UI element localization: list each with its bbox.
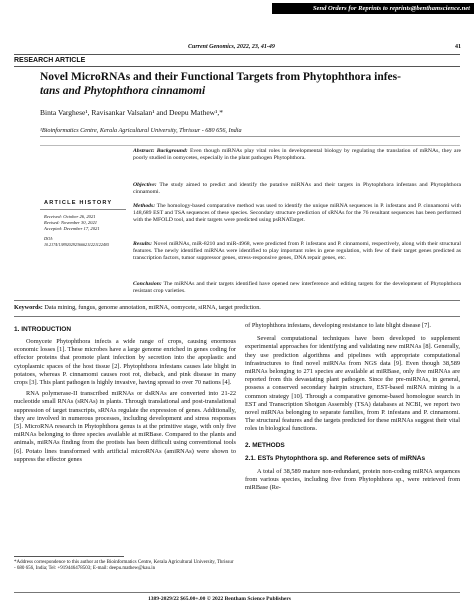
keywords — [14, 304, 460, 312]
right-column — [245, 320, 460, 492]
conclusion-label: Conclusion: — [133, 281, 162, 287]
affiliation-rule — [40, 136, 460, 137]
keywords-rule-top — [14, 300, 460, 301]
reprints-banner: Send Orders for Reprints to reprints@benthamscience.net — [272, 3, 474, 14]
correspondence-footnote: *Address correspondence to this author at the Bioinformatics Centre, Kerala Agricultural University, Thrissur - 680 656, India; Tel: +919446478503; E-mail: deepu.mathew@kau.in — [14, 560, 234, 572]
introduction-heading: 1. INTRODUCTION — [14, 326, 72, 333]
left-column — [14, 320, 236, 464]
methods-heading: 2. METHODS — [245, 441, 285, 449]
doi-label: DOI: — [44, 236, 54, 241]
author-list: Binta Varghese¹, Ravisankar Valsalan¹ and Deepu Mathew¹,* — [40, 108, 223, 117]
background-text: Even though miRNAs play vital roles in developmental biology by regulating the translation of mRNAs, they are poorly studied in oomycetes, especially in the plant pathogen Phytophthora. — [133, 148, 461, 162]
received-date: Received: October 26, 2021 — [44, 214, 96, 219]
results-label: Results: — [133, 241, 152, 247]
right-paragraph-1: Several computational techniques have been developed to supplement experimental approaches for identifying and validating new miRNAs [8]. Generally, they use prediction algorithms and pipelines with appropriate computational infrastructures to find novel miRNAs from NGS data [9]. Even though 38,589 miRNAs belonging to 271 species are available at miRBase, only five miRNAs are reported from this devastating plant pathogen. Since the pre-miRNAs, in general, possess a conserved secondary hairpin structure, EST-based miRNA mining is a common strategy [10]. Through a comparative genome-based homologue search in EST and Transcription Shotgun Assembly (TSA) databases at NCBI, we report two novel miRNAs belonging to separate families, from P. infestans and P. cinnamomi. The structural features and the targets predicted for these miRNAs suggest their vital roles in biological functions. — [245, 335, 460, 433]
background-label: Abstract: Background: — [133, 148, 188, 154]
abstract-conclusion — [133, 281, 461, 295]
keywords-rule-bottom — [14, 316, 460, 317]
keywords-text: Data mining, fungus, genome annotation, miRNA, oomycete, siRNA, target prediction. — [44, 304, 261, 311]
revised-date: Revised: November 30, 2021 — [44, 220, 98, 225]
article-history-rule — [40, 209, 126, 210]
accepted-date: Accepted: December 17, 2021 — [44, 226, 100, 231]
footnote-rule — [14, 556, 124, 557]
conclusion-text: The miRNAs and their targets identified have opened new interference and editing targets for the development of Phytophthora resistant crop varieties. — [133, 281, 461, 295]
objective-text: The study aimed to predict and identify the putative miRNAs and their targets in Phytophthora infestans and Phytophthora cinnamomi. — [133, 182, 461, 196]
footer-rule — [14, 592, 460, 593]
header-rule — [14, 54, 460, 55]
intro-paragraph-2: RNA polymerase-II transcribed miRNAs or dsRNAs are converted into 21-22 nucleotide small RNAs (sRNAs) in plants. Through translational and post-translational suppression of target transcripts, sRNAs regulate the expression of genes. Additionally, they are involved in numerous processes, including development and stress responses [5]. MicroRNA research in Phytophthora genus is at the primitive stage, with only five miRNAs belonging to three species available at miRBase. Compared to the plants and animals, miRNAs finding from the protists has been difficult using conventional tools [6]. Potato lines transformed with artificial microRNAs (amiRNAs) were shown to suppress the effector genes — [14, 390, 236, 463]
right-paragraph-0: of Phytophthora infestans, developing resistance to late blight disease [7]. — [245, 322, 431, 329]
title-line-1: Novel MicroRNAs and their Functional Targets from Phytophthora infes- — [40, 71, 401, 83]
article-title — [40, 70, 450, 98]
article-history-title: ARTICLE HISTORY — [44, 200, 113, 206]
methods-paragraph: A total of 38,589 mature non-redundant, protein non-coding miRNA sequences from various species, including five from Phytophthora sp., were retrieved from miRBase (Re- — [245, 467, 460, 492]
abstract-background — [133, 148, 461, 162]
keywords-label: Keywords: — [14, 304, 43, 311]
title-line-2: tans and Phytophthora cinnamomi — [40, 85, 206, 97]
objective-label: Objective: — [133, 182, 157, 188]
footer-issn: 1389-2029/22 $65.00+.00 © 2022 Bentham Science Publishers — [148, 596, 291, 602]
methods-label: Methods: — [133, 203, 156, 209]
affiliation: ¹Bioinformatics Centre, Kerala Agricultural University, Thrissur - 680 656, India — [40, 127, 242, 134]
abstract-methods — [133, 203, 461, 225]
abstract-objective — [133, 182, 461, 196]
abstract-rule — [40, 145, 460, 146]
intro-paragraph-1: Oomycete Phytophthora infects a wide range of crops, causing enormous economic losses [1]. These microbes have a large genome enriched in genes coding for effector proteins that promote plant infection by secretion into the apoplastic and cytoplasmic spaces of the host tissue [2]. Phytophthora infestans causes late blight in potatoes, whereas P. cinnamomi causes root rot, dieback, and pink disease in many crops [3]. This plant pathogen is highly invasive, having spread to over 70 nations [4]. — [14, 338, 236, 387]
abstract-results — [133, 241, 461, 263]
article-type-label: RESEARCH ARTICLE — [14, 57, 86, 64]
results-text: Novel miRNAs, miR-8210 and miR-4968, were predicted from P. infestans and P. cinnamomi, respectively, along with their structural features. The newly identified miRNAs were identified to play important roles in gene regulation, with few of their target genes predicted as transcription factors, tumor suppressor genes, stress-responsive genes, DNA repair genes, etc. — [133, 241, 462, 262]
doi-link[interactable]: 10.2174/1389202923666211221122405 — [44, 242, 110, 247]
methods-text: The homology-based comparative method was used to identify the unique miRNA sequences in P. infestans and P. cinnamomi with 148,689 EST and TSA sequences of these species. Secondary structure prediction of sRNAs for the 76 resultant sequences has been performed with the MFOLD tool, and their targets were predicted using psRNATarget. — [133, 203, 461, 224]
methods-subheading: 2.1. ESTs Phytophthora sp. and Reference sets of miRNAs — [245, 454, 426, 462]
journal-citation: Current Genomics, 2022, 23, 41-49 — [188, 44, 275, 50]
page-number: 41 — [455, 44, 461, 50]
header-rule-lower — [14, 66, 460, 67]
